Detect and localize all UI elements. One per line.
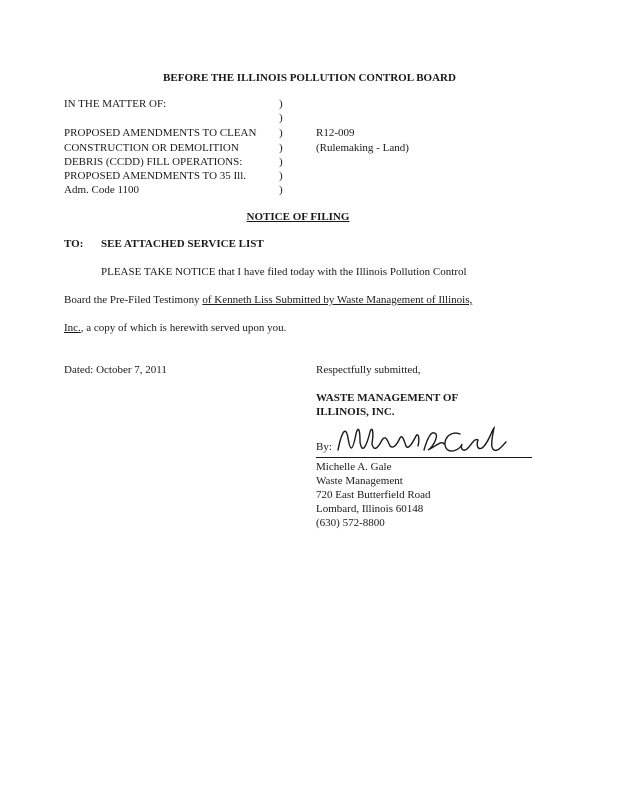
matter-line-6: Adm. Code 1100 (64, 184, 140, 196)
caption-paren: ) (279, 112, 283, 124)
dated-line: Dated: October 7, 2011 (64, 364, 167, 376)
signer-name: Michelle A. Gale (316, 461, 392, 473)
body-line-1: PLEASE TAKE NOTICE that I have filed today with the Illinois Pollution Control (101, 266, 467, 278)
caption-paren: ) (279, 156, 283, 168)
company-line-2: ILLINOIS, INC. (316, 406, 395, 418)
signer-phone: (630) 572-8800 (316, 517, 385, 529)
docket-type: (Rulemaking - Land) (316, 142, 409, 154)
matter-line-3: CONSTRUCTION OR DEMOLITION (64, 142, 239, 154)
body-line-2-text: Board the Pre-Filed Testimony (64, 294, 203, 306)
signer-street: 720 East Butterfield Road (316, 489, 431, 501)
closing: Respectfully submitted, (316, 364, 421, 376)
matter-line-2: PROPOSED AMENDMENTS TO CLEAN (64, 127, 257, 139)
testimony-title-part-1: of Kenneth Liss Submitted by Waste Management of Illinois, (202, 294, 473, 306)
matter-line-1: IN THE MATTER OF: (64, 98, 167, 110)
signature-line (316, 457, 532, 458)
to-label: TO: (64, 238, 84, 250)
caption-paren: ) (279, 142, 283, 154)
body-line-3 (64, 322, 286, 336)
matter-line-5: PROPOSED AMENDMENTS TO 35 Ill. (64, 170, 247, 182)
signer-org: Waste Management (316, 475, 403, 487)
matter-line-4: DEBRIS (CCDD) FILL OPERATIONS: (64, 156, 243, 168)
caption-paren: ) (279, 98, 283, 110)
document-heading: BEFORE THE ILLINOIS POLLUTION CONTROL BOARD (163, 72, 456, 84)
by-label: By: (316, 441, 332, 453)
body-line-2 (64, 294, 472, 308)
caption-paren: ) (279, 170, 283, 182)
caption-paren: ) (279, 184, 283, 196)
testimony-title-part-2: Inc. (64, 322, 81, 334)
docket-number: R12-009 (316, 127, 355, 139)
company-line-1: WASTE MANAGEMENT OF (316, 392, 459, 404)
handwritten-signature (332, 420, 522, 460)
to-value: SEE ATTACHED SERVICE LIST (101, 238, 264, 250)
signer-city: Lombard, Illinois 60148 (316, 503, 424, 515)
caption-paren: ) (279, 127, 283, 139)
notice-title: NOTICE OF FILING (246, 211, 350, 223)
body-line-3-text: , a copy of which is herewith served upon you. (80, 322, 287, 334)
